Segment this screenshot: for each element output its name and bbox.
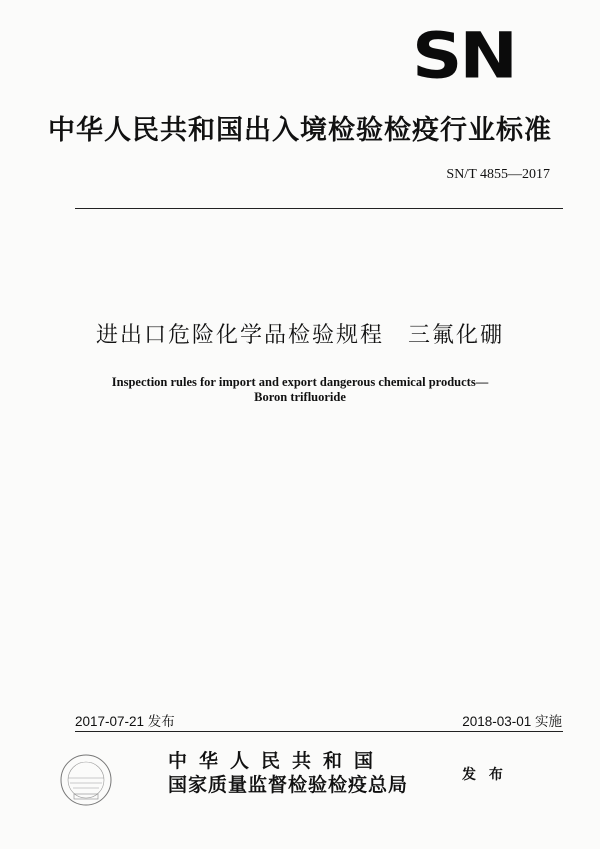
issuer-country: 中华人民共和国 — [168, 750, 386, 772]
document-title-chinese: 进出口危险化学品检验规程 三氟化硼 — [95, 323, 504, 348]
issue-date: 2017-07-21 发布 — [75, 714, 175, 729]
english-title-line-2: Boron trifluoride — [254, 390, 346, 404]
issuer-agency: 国家质量监督检验检疫总局 — [168, 774, 409, 796]
document-title-english — [0, 375, 600, 405]
copyright-stamp-icon — [58, 752, 114, 808]
issuer-publish-label: 发 布 — [462, 767, 507, 783]
english-title-line-1: Inspection rules for import and export dangerous chemical products— — [111, 375, 489, 389]
standard-number: SN/T 4855—2017 — [446, 167, 550, 182]
bottom-divider — [75, 731, 563, 732]
sn-logo: SN — [412, 19, 515, 93]
organization-title: 中华人民共和国出入境检验检疫行业标准 — [48, 115, 552, 146]
implementation-date: 2018-03-01 实施 — [462, 714, 562, 729]
top-divider — [75, 208, 563, 209]
